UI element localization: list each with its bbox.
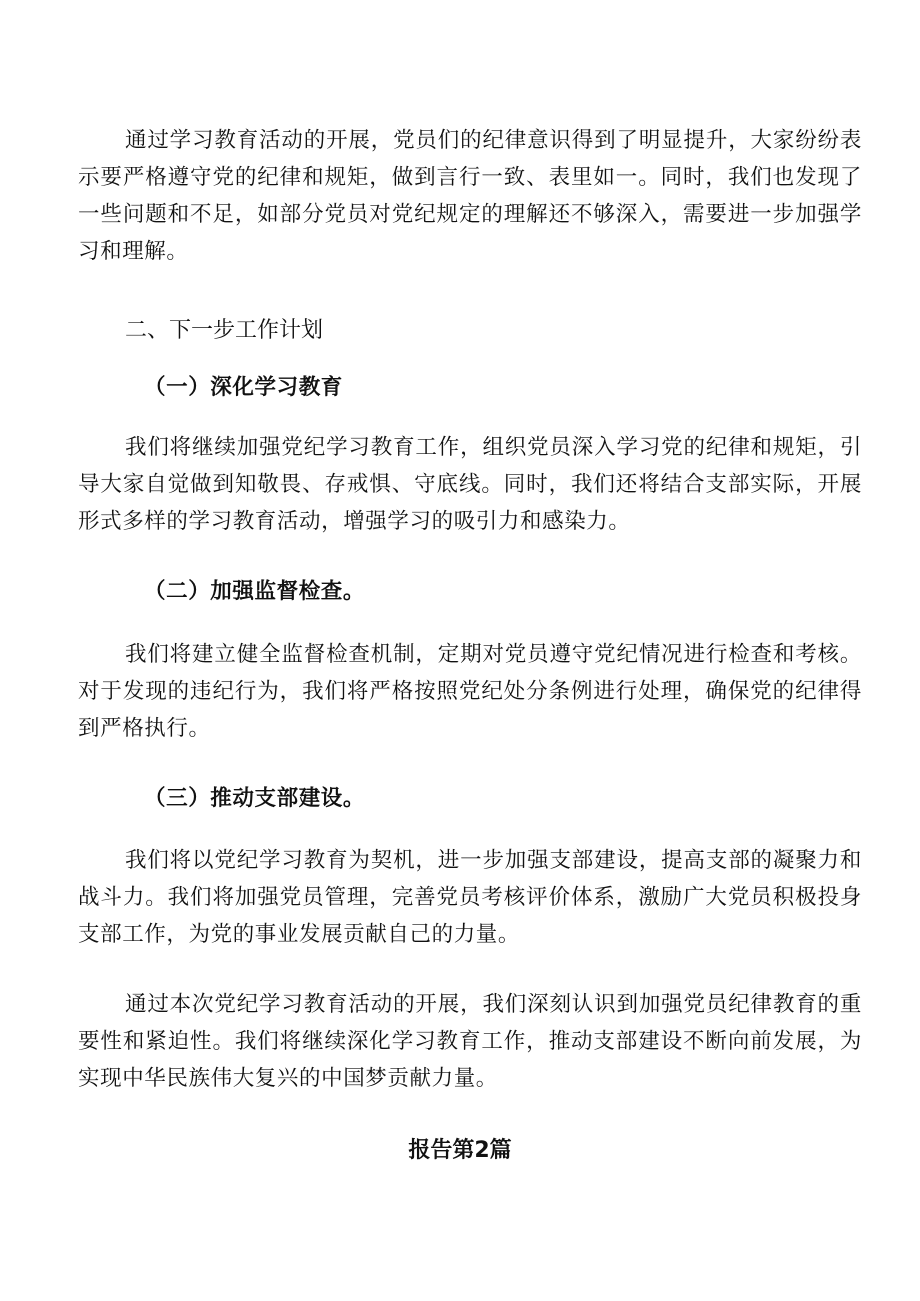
paragraph-deepen-learning: 我们将继续加强党纪学习教育工作，组织党员深入学习党的纪律和规矩，引导大家自觉做到知敬畏、存戒惧、守底线。同时，我们还将结合支部实际，开展形式多样的学习教育活动，增强学习的吸引力和感染力。: [78, 435, 862, 534]
paragraph-learning-outcomes: 通过学习教育活动的开展，党员们的纪律意识得到了明显提升，大家纷纷表示要严格遵守党的纪律和规矩，做到言行一致、表里如一。同时，我们也发现了一些问题和不足，如部分党员对党纪规定的理解还不够深入，需要进一步加强学习和理解。: [78, 128, 862, 264]
subheading-branch-building: （三）推动支部建设。: [144, 786, 366, 811]
report-title: 报告第2篇: [408, 1138, 512, 1163]
subheading-supervision: （二）加强监督检查。: [144, 579, 366, 604]
subheading-deepen-learning: （一）深化学习教育: [144, 375, 343, 400]
section-heading-next-steps: 二、下一步工作计划: [125, 318, 324, 343]
paragraph-supervision: 我们将建立健全监督检查机制，定期对党员遵守党纪情况进行检查和考核。对于发现的违纪行为，我们将严格按照党纪处分条例进行处理，确保党的纪律得到严格执行。: [78, 642, 862, 741]
paragraph-conclusion: 通过本次党纪学习教育活动的开展，我们深刻认识到加强党员纪律教育的重要性和紧迫性。我们将继续深化学习教育工作，推动支部建设不断向前发展，为实现中华民族伟大复兴的中国梦贡献力量。: [78, 992, 862, 1091]
paragraph-branch-building: 我们将以党纪学习教育为契机，进一步加强支部建设，提高支部的凝聚力和战斗力。我们将加强党员管理，完善党员考核评价体系，激励广大党员积极投身支部工作，为党的事业发展贡献自己的力量。: [78, 848, 862, 947]
